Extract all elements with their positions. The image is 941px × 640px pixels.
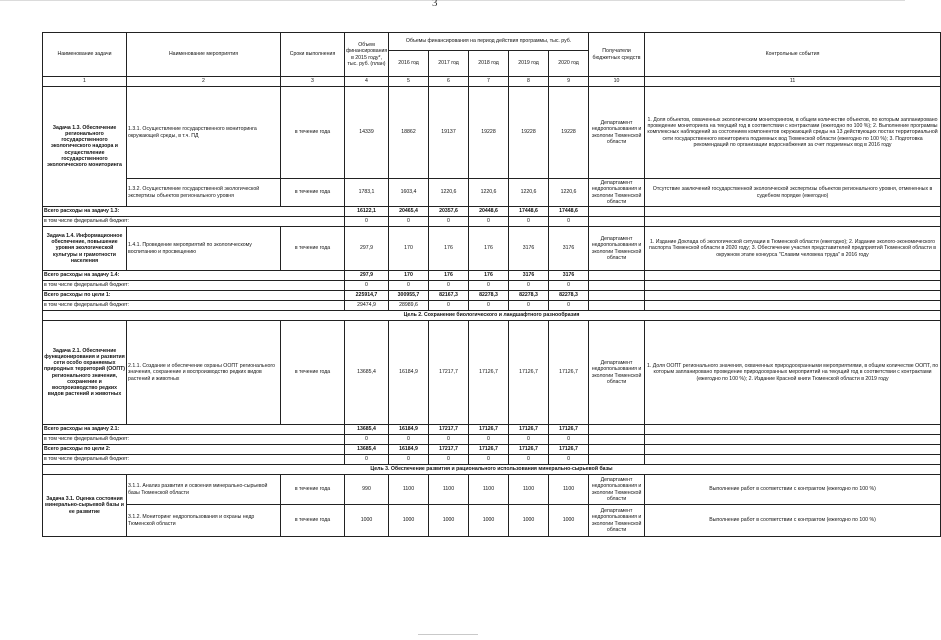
total-row — [43, 271, 941, 281]
value-cell: 0 — [345, 455, 389, 465]
value-cell: 17126,7 — [549, 321, 589, 425]
value-cell: 0 — [429, 435, 469, 445]
value-cell: 176 — [469, 271, 509, 281]
value-cell: 18862 — [389, 87, 429, 179]
financing-table — [42, 32, 941, 537]
value-cell: 0 — [389, 281, 429, 291]
value-cell: 0 — [429, 217, 469, 227]
column-number-row — [43, 77, 941, 87]
value-cell: 1220,6 — [469, 179, 509, 207]
table-row — [43, 87, 941, 179]
terms: в течение года — [281, 87, 345, 179]
value-cell: 0 — [509, 455, 549, 465]
recipient: Департамент недропользования и экологии Тюменской области — [589, 505, 645, 537]
value-cell: 17126,7 — [549, 425, 589, 435]
value-cell: 1220,6 — [429, 179, 469, 207]
value-cell: 19137 — [429, 87, 469, 179]
total-label: Всего расходы на задачу 2.1: — [43, 425, 345, 435]
control-event: Выполнение работ в соответствии с контрактом (ежегодно по 100 %) — [645, 505, 941, 537]
fed-row — [43, 217, 941, 227]
terms: в течение года — [281, 179, 345, 207]
value-cell: 28989,6 — [389, 301, 429, 311]
total-label: Всего расходы на задачу 1.4: — [43, 271, 345, 281]
total-label: Всего расходы на задачу 1.3: — [43, 207, 345, 217]
col-num: 6 — [429, 77, 469, 87]
value-cell: 17217,7 — [429, 425, 469, 435]
task-3-1-title: Задача 3.1. Оценка состояния минерально-сырьевой базы и ее развитие — [43, 475, 127, 537]
value-cell: 176 — [429, 227, 469, 271]
value-cell: 17217,7 — [429, 445, 469, 455]
value-cell: 1603,4 — [389, 179, 429, 207]
value-cell: 0 — [469, 301, 509, 311]
event-3-1-2: 3.1.2. Мониторинг недропользования и охраны недр Тюменской области — [127, 505, 281, 537]
hdr-2017: 2017 год — [429, 51, 469, 77]
col-num: 9 — [549, 77, 589, 87]
value-cell: 0 — [549, 455, 589, 465]
value-cell: 0 — [345, 435, 389, 445]
value-cell: 297,9 — [345, 227, 389, 271]
value-cell: 1220,6 — [549, 179, 589, 207]
hdr-event: Наименование мероприятия — [127, 33, 281, 77]
goal-2-title: Цель 2. Сохранение биологического и ландшафтного разнообразия — [43, 311, 941, 321]
recipient: Департамент недропользования и экологии Тюменской области — [589, 179, 645, 207]
value-cell: 225914,7 — [345, 291, 389, 301]
table-row — [43, 321, 941, 425]
col-num: 11 — [645, 77, 941, 87]
value-cell: 3176 — [509, 227, 549, 271]
hdr-2019: 2019 год — [509, 51, 549, 77]
value-cell: 0 — [509, 435, 549, 445]
col-num: 4 — [345, 77, 389, 87]
fed-label: в том числе федеральный бюджет: — [43, 455, 345, 465]
hdr-task: Наименование задачи — [43, 33, 127, 77]
value-cell: 176 — [469, 227, 509, 271]
page-number: 3 — [432, 0, 438, 9]
value-cell: 176 — [429, 271, 469, 281]
value-cell: 3176 — [509, 271, 549, 281]
value-cell: 0 — [469, 281, 509, 291]
goal-total-row — [43, 291, 941, 301]
recipient: Департамент недропользования и экологии Тюменской области — [589, 87, 645, 179]
bottom-edge-mark — [418, 628, 478, 635]
value-cell: 170 — [389, 227, 429, 271]
control-event: 1. Доля объектов, охваченных экологическим мониторингом, в общем количестве объектов, по которым запланировано проведение мониторинга на текущий год в соответствии с контрактами (ежегодно по 100 %); 2. Выполнение программы комплексных наблюдений за состоянием компонентов окружающей среды на 13 действующих постах территориальной сети государственного мониторинга подземных вод Тюменской области (ежегодно по 100 %); 3. Подготовка рекомендаций по организации водоснабжения за счет подземных вод в 2016 году — [645, 87, 941, 179]
top-edge-line — [0, 0, 905, 7]
value-cell: 13685,4 — [345, 425, 389, 435]
total-row — [43, 425, 941, 435]
control-event: Отсутствие заключений государственной экологической экспертизы объектов регионального уровня, отмененных в судебном порядке (ежегодно) — [645, 179, 941, 207]
hdr-volume-2015: Объем финансирования в 2015 году*, тыс. руб. (план) — [345, 33, 389, 77]
task-1-3-title: Задача 1.3. Обеспечение регионального государственного экологического надзора и осуществление государственного экологического мониторинга — [43, 87, 127, 207]
fed-row — [43, 455, 941, 465]
total-row — [43, 207, 941, 217]
value-cell: 0 — [509, 281, 549, 291]
value-cell: 17448,6 — [509, 207, 549, 217]
value-cell: 20448,6 — [469, 207, 509, 217]
hdr-recipients: Получатели бюджетных средств — [589, 33, 645, 77]
value-cell: 17126,7 — [469, 425, 509, 435]
control-event: 1. Доля ООПТ регионального значения, охваченных природоохранными мероприятиями, в общем количестве ООПТ, по которым запланировано проведение природоохранных мероприятий на текущий год в соответствии с контрактами (ежегодно по 100 %); 2. Издание Красной книги Тюменской области в 2019 году — [645, 321, 941, 425]
value-cell: 0 — [469, 217, 509, 227]
value-cell: 19228 — [549, 87, 589, 179]
event-1-3-2: 1.3.2. Осуществление государственной экологической экспертизы объектов регионального уровня — [127, 179, 281, 207]
value-cell: 20357,6 — [429, 207, 469, 217]
value-cell: 0 — [345, 217, 389, 227]
value-cell: 1220,6 — [509, 179, 549, 207]
value-cell: 0 — [469, 435, 509, 445]
fed-label: в том числе федеральный бюджет: — [43, 281, 345, 291]
hdr-2016: 2016 год — [389, 51, 429, 77]
value-cell: 16184,9 — [389, 425, 429, 435]
value-cell: 0 — [509, 217, 549, 227]
value-cell: 17217,7 — [429, 321, 469, 425]
value-cell: 1000 — [389, 505, 429, 537]
value-cell: 19228 — [509, 87, 549, 179]
table-row — [43, 475, 941, 505]
value-cell: 990 — [345, 475, 389, 505]
terms: в течение года — [281, 505, 345, 537]
value-cell: 17126,7 — [509, 425, 549, 435]
value-cell: 82278,3 — [509, 291, 549, 301]
goal-total-row — [43, 445, 941, 455]
hdr-terms: Сроки выполнения — [281, 33, 345, 77]
fed-label: в том числе федеральный бюджет: — [43, 301, 345, 311]
event-1-3-1: 1.3.1. Осуществление государственного мониторинга окружающей среды, в т.ч. ПД — [127, 87, 281, 179]
value-cell: 0 — [429, 455, 469, 465]
section-row — [43, 311, 941, 321]
value-cell: 0 — [549, 217, 589, 227]
value-cell: 1000 — [429, 505, 469, 537]
table-row — [43, 179, 941, 207]
event-2-1-1: 2.1.1. Создание и обеспечение охраны ООПТ регионального значения, сохранение и воспроизводство редких видов растений и животных — [127, 321, 281, 425]
event-1-4-1: 1.4.1. Проведение мероприятий по экологическому воспитанию и просвещению — [127, 227, 281, 271]
terms: в течение года — [281, 321, 345, 425]
value-cell: 0 — [389, 455, 429, 465]
value-cell: 0 — [549, 435, 589, 445]
value-cell: 17126,7 — [469, 445, 509, 455]
col-num: 3 — [281, 77, 345, 87]
value-cell: 300955,7 — [389, 291, 429, 301]
value-cell: 82167,3 — [429, 291, 469, 301]
value-cell: 0 — [509, 301, 549, 311]
value-cell: 0 — [469, 455, 509, 465]
col-num: 1 — [43, 77, 127, 87]
value-cell: 82278,3 — [469, 291, 509, 301]
value-cell: 19228 — [469, 87, 509, 179]
value-cell: 0 — [389, 217, 429, 227]
value-cell: 0 — [549, 281, 589, 291]
value-cell: 17126,7 — [549, 445, 589, 455]
value-cell: 1100 — [549, 475, 589, 505]
value-cell: 1100 — [469, 475, 509, 505]
value-cell: 29474,9 — [345, 301, 389, 311]
col-num: 8 — [509, 77, 549, 87]
fed-row — [43, 301, 941, 311]
value-cell: 297,9 — [345, 271, 389, 281]
value-cell: 17126,7 — [509, 321, 549, 425]
value-cell: 3176 — [549, 271, 589, 281]
value-cell: 16122,1 — [345, 207, 389, 217]
hdr-2020: 2020 год — [549, 51, 589, 77]
hdr-period: Объемы финансирования на период действия программы, тыс. руб. — [389, 33, 589, 51]
value-cell: 1100 — [429, 475, 469, 505]
value-cell: 170 — [389, 271, 429, 281]
value-cell: 1783,1 — [345, 179, 389, 207]
control-event: 1. Издание Доклада об экологической ситуации в Тюменской области (ежегодно); 2. Издание эколого-экономического паспорта Тюменской области в 2020 году; 3. Обеспечение участия представителей предприятий Тюменской области в окружном этапе конкурса "Славим человека труда" в 2016 году — [645, 227, 941, 271]
value-cell: 3176 — [549, 227, 589, 271]
value-cell: 17448,6 — [549, 207, 589, 217]
value-cell: 82278,3 — [549, 291, 589, 301]
value-cell: 1100 — [389, 475, 429, 505]
value-cell: 20465,4 — [389, 207, 429, 217]
value-cell: 13685,4 — [345, 445, 389, 455]
hdr-control: Контрольные события — [645, 33, 941, 77]
col-num: 10 — [589, 77, 645, 87]
total-label: Всего расходы по цели 1: — [43, 291, 345, 301]
value-cell: 0 — [429, 281, 469, 291]
value-cell: 1000 — [509, 505, 549, 537]
value-cell: 0 — [345, 281, 389, 291]
value-cell: 14339 — [345, 87, 389, 179]
col-num: 7 — [469, 77, 509, 87]
value-cell: 17126,7 — [509, 445, 549, 455]
fed-label: в том числе федеральный бюджет: — [43, 435, 345, 445]
total-label: Всего расходы по цели 2: — [43, 445, 345, 455]
col-num: 5 — [389, 77, 429, 87]
recipient: Департамент недропользования и экологии Тюменской области — [589, 227, 645, 271]
table-row — [43, 505, 941, 537]
fed-row — [43, 281, 941, 291]
section-row — [43, 465, 941, 475]
value-cell: 16184,9 — [389, 321, 429, 425]
hdr-2018: 2018 год — [469, 51, 509, 77]
value-cell: 0 — [389, 435, 429, 445]
value-cell: 16184,9 — [389, 445, 429, 455]
value-cell: 1000 — [345, 505, 389, 537]
event-3-1-1: 3.1.1. Анализ развития и освоения минерально-сырьевой базы Тюменской области — [127, 475, 281, 505]
recipient: Департамент недропользования и экологии Тюменской области — [589, 475, 645, 505]
col-num: 2 — [127, 77, 281, 87]
control-event: Выполнение работ в соответствии с контрактом (ежегодно по 100 %) — [645, 475, 941, 505]
terms: в течение года — [281, 475, 345, 505]
task-1-4-title: Задача 1.4. Информационное обеспечение, повышение уровня экологической культуры и грамотности населения — [43, 227, 127, 271]
task-2-1-title: Задача 2.1. Обеспечение функционирования и развития сети особо охраняемых природных территорий (ООПТ) регионального значения, сохранение и воспроизводство редких видов растений и животных — [43, 321, 127, 425]
terms: в течение года — [281, 227, 345, 271]
value-cell: 17126,7 — [469, 321, 509, 425]
value-cell: 0 — [549, 301, 589, 311]
value-cell: 1000 — [469, 505, 509, 537]
goal-3-title: Цель 3. Обеспечение развития и рационального использования минерально-сырьевой базы — [43, 465, 941, 475]
recipient: Департамент недропользования и экологии Тюменской области — [589, 321, 645, 425]
value-cell: 1100 — [509, 475, 549, 505]
fed-row — [43, 435, 941, 445]
fed-label: в том числе федеральный бюджет: — [43, 217, 345, 227]
value-cell: 0 — [429, 301, 469, 311]
value-cell: 1000 — [549, 505, 589, 537]
table-row — [43, 227, 941, 271]
value-cell: 13685,4 — [345, 321, 389, 425]
